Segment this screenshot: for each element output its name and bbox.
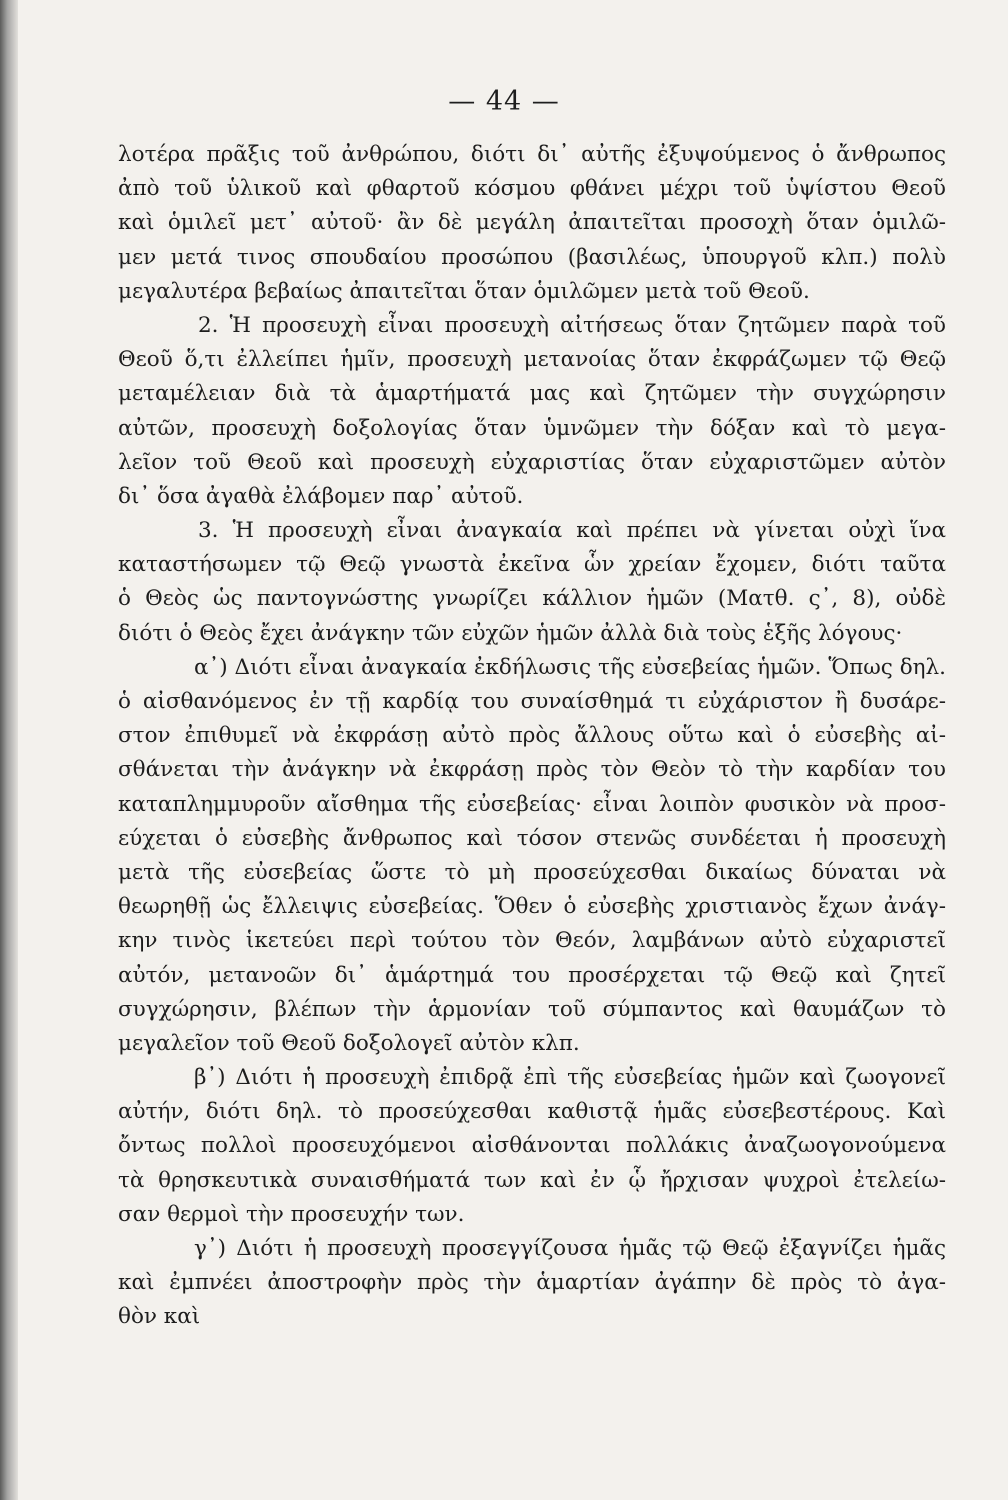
text-line: 3. Ἡ προσευχὴ εἶναι ἀναγκαία καὶ πρέπει νὰ γίνεται οὐχὶ ἵνα <box>198 518 946 544</box>
text-line: γ᾿) Διότι ἡ προσευχὴ προσεγγίζουσα ἡμᾶς τῷ Θεῷ ἐξαγνίζει ἡμᾶς <box>194 1236 946 1261</box>
text-line: αὐτόν, μετανοῶν δι᾿ ἁμάρτημά του προσέρχεται τῷ Θεῷ καὶ ζητεῖ <box>118 962 946 988</box>
text-line: σαν θερμοὶ τὴν προσευχήν των. <box>118 1201 465 1227</box>
text-line: καταστήσωμεν τῷ Θεῷ γνωστὰ ἐκεῖνα ὧν χρείαν ἔχομεν, διότι ταῦτα <box>118 552 946 578</box>
text-line: στον ἐπιθυμεῖ νὰ ἐκφράσῃ αὐτὸ πρὸς ἄλλους οὕτω καὶ ὁ εὐσεβὴς αἰ- <box>118 723 946 749</box>
page-binding-shadow <box>0 0 18 1500</box>
text-line: σθάνεται τὴν ἀνάγκην νὰ ἐκφράσῃ πρὸς τὸν Θεὸν τὸ τὴν καρδίαν του <box>118 757 946 783</box>
text-line: τὰ θρησκευτικὰ συναισθήματά των καὶ ἐν ᾧ ἤρχισαν ψυχροὶ ἐτελείω- <box>118 1167 946 1193</box>
text-line: κην τινὸς ἱκετεύει περὶ τούτου τὸν Θεόν, λαμβάνων αὐτὸ εὐχαριστεῖ <box>118 928 946 954</box>
text-line: θὸν καὶ <box>118 1304 201 1330</box>
text-line: διότι ὁ Θεὸς ἔχει ἀνάγκην τῶν εὐχῶν ἡμῶν ἀλλὰ διὰ τοὺς ἑξῆς λόγους· <box>118 620 903 646</box>
text-line: αὐτήν, διότι δηλ. τὸ προσεύχεσθαι καθιστᾷ ἡμᾶς εὐσεβεστέρους. Καὶ <box>118 1099 946 1125</box>
text-line: ὁ Θεὸς ὡς παντογνώστης γνωρίζει κάλλιον ἡμῶν (Ματθ. ς᾿, 8), οὐδὲ <box>118 586 946 612</box>
text-line: μεν μετά τινος σπουδαίου προσώπου (βασιλέως, ὑπουργοῦ κλπ.) πολὺ <box>118 244 946 270</box>
text-line: εύχεται ὁ εὐσεβὴς ἄνθρωπος καὶ τόσον στενῶς συνδέεται ἡ προσευχὴ <box>118 825 946 851</box>
text-line: ἀπὸ τοῦ ὑλικοῦ καὶ φθαρτοῦ κόσμου φθάνει μέχρι τοῦ ὑψίστου Θεοῦ <box>118 176 946 202</box>
text-line: καὶ ἐμπνέει ἀποστροφὴν πρὸς τὴν ἁμαρτίαν ἀγάπην δὲ πρὸς τὸ ἀγα- <box>118 1270 946 1296</box>
text-line: θεωρηθῇ ὡς ἔλλειψις εὐσεβείας. Ὅθεν ὁ εὐσεβὴς χριστιανὸς ἔχων ἀνάγ- <box>118 894 946 920</box>
page-body-text <box>118 138 946 1335</box>
text-line: αὐτῶν, προσευχὴ δοξολογίας ὅταν ὑμνῶμεν τὴν δόξαν καὶ τὸ μεγα- <box>118 415 946 441</box>
text-line: ὁ αἰσθανόμενος ἐν τῇ καρδίᾳ του συναίσθημά τι εὐχάριστον ἢ δυσάρε- <box>118 689 946 714</box>
text-line: μεγαλεῖον τοῦ Θεοῦ δοξολογεῖ αὐτὸν κλπ. <box>118 1030 580 1056</box>
text-line: 2. Ἡ προσευχὴ εἶναι προσευχὴ αἰτήσεως ὅταν ζητῶμεν παρὰ τοῦ <box>198 312 946 338</box>
text-line: μετὰ τῆς εὐσεβείας ὥστε τὸ μὴ προσεύχεσθαι δικαίως δύναται νὰ <box>118 859 946 885</box>
text-line: λεῖον τοῦ Θεοῦ καὶ προσευχὴ εὐχαριστίας ὅταν εὐχαριστῶμεν αὐτὸν <box>118 449 946 475</box>
text-line: μεταμέλειαν διὰ τὰ ἁμαρτήματά μας καὶ ζητῶμεν τὴν συγχώρησιν <box>118 381 946 407</box>
text-line: β᾿) Διότι ἡ προσευχὴ ἐπιδρᾷ ἐπὶ τῆς εὐσεβείας ἡμῶν καὶ ζωογονεῖ <box>194 1065 946 1091</box>
text-line: καὶ ὁμιλεῖ μετ᾿ αὐτοῦ· ἂν δὲ μεγάλη ἀπαιτεῖται προσοχὴ ὅταν ὁμιλῶ- <box>118 210 946 236</box>
text-line: Θεοῦ ὅ,τι ἐλλείπει ἡμῖν, προσευχὴ μετανοίας ὅταν ἐκφράζωμεν τῷ Θεῷ <box>118 347 946 373</box>
page-number: — 44 — <box>448 86 560 117</box>
text-line: λοτέρα πρᾶξις τοῦ ἀνθρώπου, διότι δι᾿ αὐτῆς ἐξυψούμενος ὁ ἄνθρωπος <box>118 142 946 167</box>
text-line: ὄντως πολλοὶ προσευχόμενοι αἰσθάνονται πολλάκις ἀναζωογονούμενα <box>118 1133 946 1159</box>
text-line: α᾿) Διότι εἶναι ἀναγκαία ἐκδήλωσις τῆς εὐσεβείας ἡμῶν. Ὅπως δηλ. <box>194 654 946 680</box>
text-line: καταπλημμυροῦν αἴσθημα τῆς εὐσεβείας· εἶναι λοιπὸν φυσικὸν νὰ προσ- <box>118 791 946 817</box>
text-line: συγχώρησιν, βλέπων τὴν ἁρμονίαν τοῦ σύμπαντος καὶ θαυμάζων τὸ <box>118 996 946 1022</box>
text-line: δι᾿ ὅσα ἀγαθὰ ἐλάβομεν παρ᾿ αὐτοῦ. <box>118 483 524 509</box>
text-line: μεγαλυτέρα βεβαίως ἀπαιτεῖται ὅταν ὁμιλῶμεν μετὰ τοῦ Θεοῦ. <box>118 278 810 304</box>
